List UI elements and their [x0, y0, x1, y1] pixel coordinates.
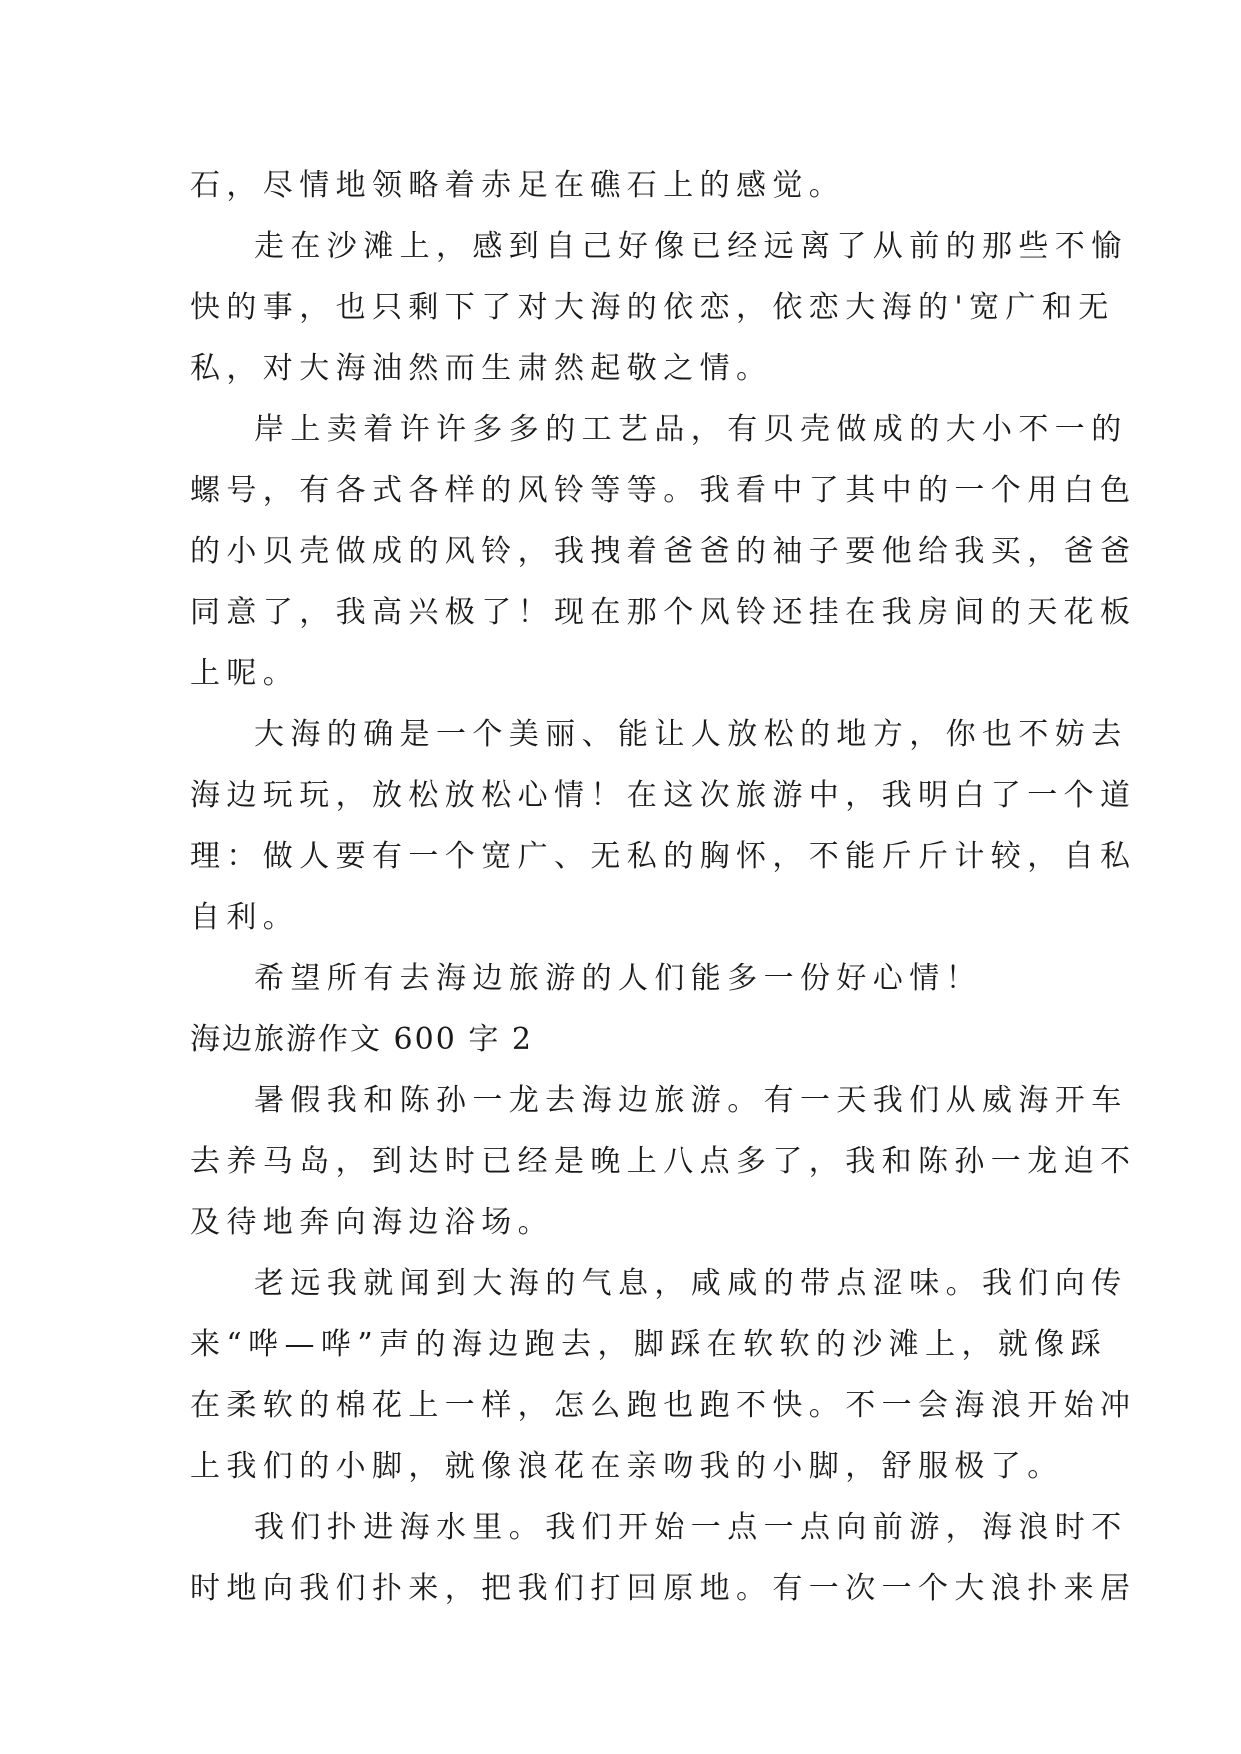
text-line: 在柔软的棉花上一样，怎么跑也跑不快。不一会海浪开始冲 [190, 1388, 1137, 1423]
paragraph-8 [190, 1497, 1137, 1619]
text-line: 螺号，有各式各样的风铃等等。我看中了其中的一个用白色 [190, 473, 1137, 508]
text-line: 快的事，也只剩下了对大海的依恋，依恋大海的'宽广和无 [190, 290, 1115, 325]
text-line: 上我们的小脚，就像浪花在亲吻我的小脚，舒服极了。 [190, 1449, 1064, 1484]
text-line: 私，对大海油然而生肃然起敬之情。 [190, 351, 773, 386]
text-line: 我们扑进海水里。我们开始一点一点向前游，海浪时不 [254, 1510, 1128, 1545]
text-line: 的小贝壳做成的风铃，我拽着爸爸的袖子要他给我买，爸爸 [190, 534, 1137, 569]
text-line: 希望所有去海边旅游的人们能多一份好心情！ [254, 961, 982, 996]
text-line: 上呢。 [190, 656, 300, 691]
text-line: 石，尽情地领略着赤足在礁石上的感觉。 [190, 168, 846, 203]
text-line: 大海的确是一个美丽、能让人放松的地方，你也不妨去 [254, 717, 1128, 752]
text-line: 老远我就闻到大海的气息，咸咸的带点涩味。我们向传 [254, 1266, 1128, 1301]
text-line: 时地向我们扑来，把我们打回原地。有一次一个大浪扑来居 [190, 1571, 1137, 1606]
paragraph-3 [190, 399, 1137, 704]
text-line: 暑假我和陈孙一龙去海边旅游。有一天我们从威海开车 [254, 1083, 1128, 1118]
text-line: 来“哗—哗”声的海边跑去，脚踩在软软的沙滩上，就像踩 [190, 1327, 1108, 1362]
paragraph-6 [190, 1070, 1137, 1253]
text-line: 同意了，我高兴极了！现在那个风铃还挂在我房间的天花板 [190, 595, 1137, 630]
paragraph-7 [190, 1253, 1137, 1497]
text-line: 自利。 [190, 900, 300, 935]
text-line: 理：做人要有一个宽广、无私的胸怀，不能斤斤计较，自私 [190, 839, 1137, 874]
paragraph-2 [190, 216, 1128, 399]
text-line: 海边玩玩，放松放松心情！在这次旅游中，我明白了一个道 [190, 778, 1137, 813]
section-heading: 海边旅游作文 600 字 2 [190, 1022, 533, 1057]
document-page [190, 155, 1137, 1619]
text-line: 及待地奔向海边浴场。 [190, 1205, 554, 1240]
text-line: 走在沙滩上，感到自己好像已经远离了从前的那些不愉 [254, 229, 1128, 264]
paragraph-4 [190, 704, 1137, 948]
paragraph-5 [190, 948, 1052, 1009]
text-line: 去养马岛，到达时已经是晚上八点多了，我和陈孙一龙迫不 [190, 1144, 1137, 1179]
text-line: 岸上卖着许许多多的工艺品，有贝壳做成的大小不一的 [254, 412, 1128, 447]
paragraph-1 [190, 155, 1052, 216]
